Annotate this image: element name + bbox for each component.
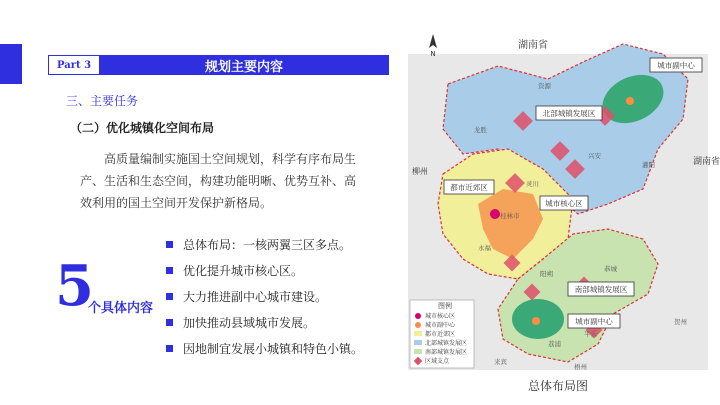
list-item: [166, 283, 363, 309]
legend-south-swatch: [414, 349, 422, 354]
map-caption: 总体布局图: [528, 379, 589, 393]
place-label: 龙胜: [474, 126, 487, 134]
zone-label-suburb: 都市近郊区: [450, 183, 488, 192]
place-label: 永福: [478, 244, 491, 252]
legend-item: 北部城镇发展区: [425, 340, 468, 347]
task-text: 加快推动县域城市发展。: [183, 315, 316, 330]
place-label: 资源: [538, 82, 551, 90]
bullet-square-icon: [166, 241, 173, 248]
place-label: 贺州: [674, 318, 687, 326]
province-label-east: 湖南省: [693, 157, 720, 167]
left-accent-bar: [0, 44, 22, 84]
part-label: Part 3: [48, 55, 100, 75]
callout-sub-center-north: 城市副中心: [657, 61, 695, 70]
callout-sub-center-south: 城市副中心: [575, 317, 613, 326]
sub-center-south-marker-icon: [532, 317, 540, 325]
legend-item: 城市核心区: [425, 313, 456, 320]
province-label-west: 柳州: [412, 167, 428, 176]
legend-suburb-swatch: [414, 331, 422, 336]
task-text: 总体布局：一核两翼三区多点。: [183, 237, 352, 252]
zone-label-south: 南部城镇发展区: [574, 285, 628, 294]
task-text: 优化提升城市核心区。: [183, 263, 304, 278]
intro-paragraph: 高质量编制实施国土空间规划，科学有序布局生产、生活和生态空间，构建功能明晰、优势互补、高效利用的国土空间开发保护新格局。: [80, 152, 357, 210]
section-heading: 三、主要任务: [66, 94, 139, 108]
place-label: 梧州: [574, 363, 587, 371]
place-label: 灵川: [526, 180, 539, 188]
list-item: [166, 335, 363, 361]
place-label: 灌阳: [642, 161, 655, 169]
legend-item: 都市近郊区: [425, 331, 456, 338]
place-label: 恭城: [604, 265, 617, 273]
layout-map: [408, 24, 720, 371]
legend-north-swatch: [414, 340, 422, 345]
core-marker-icon: [490, 209, 500, 219]
place-label: 兴安: [588, 152, 601, 160]
place-label: 荔浦: [548, 340, 561, 348]
summary-label: 个具体内容: [88, 301, 154, 316]
legend-item: 城市副中心: [425, 322, 456, 329]
slide-title: 规划主要内容: [99, 55, 389, 75]
callout-core: 城市核心区: [545, 199, 583, 208]
task-list: [166, 231, 363, 361]
bullet-square-icon: [166, 293, 173, 300]
compass-label: N: [430, 50, 436, 58]
province-label-north: 湖南省: [518, 40, 548, 51]
map-legend: [410, 300, 474, 368]
place-label: 桂林市: [500, 212, 520, 220]
list-item: [166, 257, 363, 283]
list-item: [166, 231, 363, 257]
legend-item: 南部城镇发展区: [425, 349, 468, 356]
legend-title: 图例: [438, 302, 452, 310]
legend-item: 区域支点: [425, 358, 450, 365]
sub-center-north-marker-icon: [626, 97, 634, 105]
bullet-square-icon: [166, 345, 173, 352]
section-subheading: （二）优化城镇化空间布局: [70, 121, 215, 135]
legend-sub-center-icon: [415, 322, 421, 328]
zone-label-north: 北部城镇发展区: [542, 109, 596, 118]
summary-number: 5: [55, 253, 94, 319]
place-label: 来宾: [494, 358, 507, 366]
bullet-square-icon: [166, 319, 173, 326]
task-text: 大力推进副中心城市建设。: [183, 289, 328, 304]
legend-core-icon: [415, 313, 421, 319]
place-label: 平乐: [584, 330, 597, 338]
list-item: [166, 309, 363, 335]
place-label: 阳朔: [540, 270, 553, 278]
bullet-square-icon: [166, 267, 173, 274]
task-text: 因地制宜发展小城镇和特色小镇。: [183, 341, 364, 356]
